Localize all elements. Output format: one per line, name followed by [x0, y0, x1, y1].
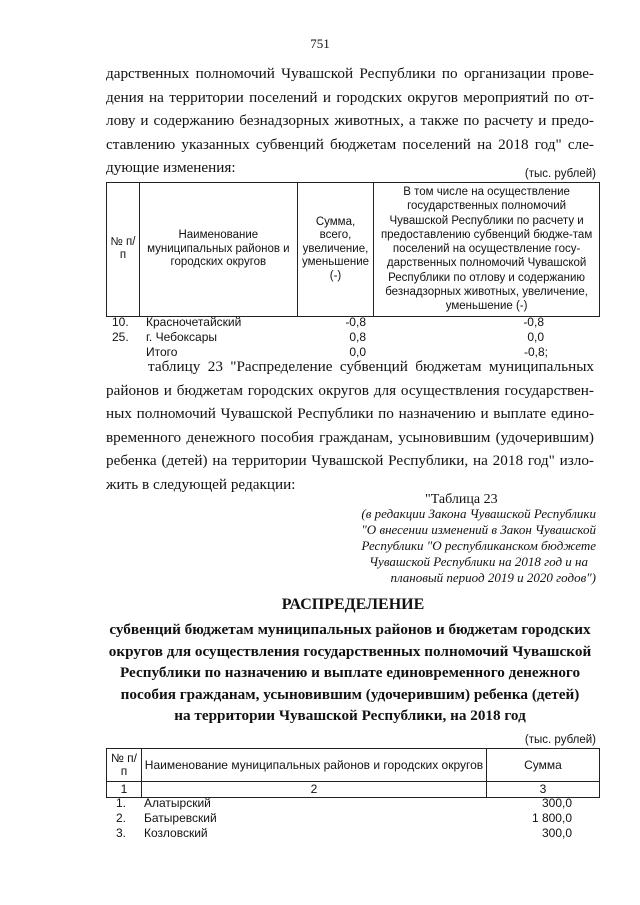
table1-cell-name: Итого	[146, 345, 178, 359]
edition-note-line: Чувашской Республики на 2018 год и на	[369, 554, 588, 569]
heading-title: РАСПРЕДЕЛЕНИЕ	[281, 596, 425, 613]
paragraph-line: жить в следующей редакции:	[106, 475, 296, 493]
heading-line: субвенций бюджетам муниципальных районов и бюджетам городских	[109, 621, 591, 638]
table1-cell-incl: -0,8;	[523, 345, 548, 359]
table-row	[0, 315, 640, 330]
intro-line: ставлению указанных субвенций бюджетам поселений на 2018 год" сле-	[106, 135, 594, 153]
table1-unit: (тыс. рублей)	[524, 168, 596, 180]
edition-note	[300, 506, 596, 586]
table2-cell-num: 3.	[116, 826, 127, 840]
table1-cell-name: Красночетайский	[146, 315, 242, 329]
intro-line: дарственных полномочий Чувашской Республики по организации прове-	[106, 65, 594, 82]
second-paragraph	[106, 355, 594, 496]
table2-cell-sum: 300,0	[541, 826, 572, 840]
table1-cell-incl: 0,0	[527, 330, 544, 344]
table2-header-name: Наименование муниципальных районов и городских округов	[142, 749, 487, 782]
paragraph-line: ребенка (детей) на территории Чувашской Республики, на 2018 год" изло-	[106, 452, 594, 469]
table-caption: "Таблица 23	[425, 492, 498, 507]
table2-cell-name: Козловский	[144, 826, 208, 840]
edition-note-line: (в редакции Закона Чувашской Республики	[361, 506, 596, 521]
heading-line: округов для осуществления государственных полномочий Чувашской	[108, 642, 592, 660]
table2-cell-sum: 1 800,0	[531, 811, 572, 825]
edition-note-line: плановый период 2019 и 2020 годов")	[390, 570, 596, 585]
table1-header-name: Наименование муниципальных районов и городских округов	[139, 183, 297, 317]
table1-cell-sum: -0,8	[345, 315, 366, 329]
table1-header-num: № п/п	[107, 183, 140, 317]
table-row	[0, 330, 640, 345]
table2-cell-num: 2.	[116, 811, 127, 825]
table-row	[0, 796, 640, 811]
table2-cell-num: 1.	[116, 796, 127, 810]
table1-cell-num: 25.	[112, 330, 129, 344]
table2-colnum: 1	[107, 782, 142, 798]
heading-line: Республики по назначению и выплате единовременного денежного	[119, 664, 581, 681]
heading-block	[100, 619, 600, 727]
intro-line: дующие изменения:	[106, 159, 236, 176]
table1-cell-sum: 0,8	[349, 330, 366, 344]
table2-cell-name: Батыревский	[144, 811, 217, 825]
edition-note-line: "О внесении изменений в Закон Чувашской	[361, 522, 596, 537]
heading-line: на территории Чувашской Республики, на 2018 год	[174, 707, 526, 724]
table1-cell-name: г. Чебоксары	[146, 330, 218, 344]
paragraph-line: ных полномочий Чувашской Республики по назначению и выплате едино-	[106, 405, 594, 422]
table2-colnum: 3	[487, 782, 600, 798]
paragraph-line: таблицу 23 "Распределение субвенций бюджетам муниципальных	[148, 358, 594, 375]
table2-header	[106, 748, 600, 798]
table-row	[0, 811, 640, 826]
intro-line: лову и содержанию безнадзорных животных, а также по расчету и предо-	[106, 112, 594, 129]
table2-unit: (тыс. рублей)	[524, 734, 596, 746]
table1-cell-incl: -0,8	[523, 315, 544, 329]
table2-header-sum: Сумма	[487, 749, 600, 782]
intro-paragraph	[106, 62, 594, 180]
heading-line: пособия гражданам, усыновившим (удочерившим) ребенка (детей)	[120, 685, 580, 703]
paragraph-line: районов и бюджетам городских округов для осуществления государствен-	[106, 381, 594, 399]
paragraph-line: временного денежного пособия гражданам, усыновившим (удочерившим)	[106, 428, 594, 446]
table1-header-sum: Сумма, всего, увеличение, уменьшение (-)	[297, 183, 373, 317]
page-number: 751	[310, 36, 330, 51]
table2-header-num: № п/п	[107, 749, 142, 782]
table2-cell-sum: 300,0	[541, 796, 572, 810]
table1-header	[106, 182, 600, 317]
edition-note-line: Республики "О республиканском бюджете	[361, 538, 596, 553]
table2-colnum: 2	[142, 782, 487, 798]
table1-cell-num: 10.	[112, 315, 129, 329]
table1-header-incl: В том числе на осуществление государственных полномочий Чувашской Республики по расчету и предоставлению субвенций бюдже-там поселений на осуществление госу-дарственных полномочий Чувашской Республики по отлову и содержанию безнадзорных животных, увеличение, уменьшение (-)	[374, 183, 600, 317]
table2-cell-name: Алатырский	[144, 796, 211, 810]
table-row	[0, 826, 640, 841]
table1-cell-sum: 0,0	[349, 345, 366, 359]
intro-line: дения на территории поселений и городских округов мероприятий по от-	[106, 88, 594, 106]
